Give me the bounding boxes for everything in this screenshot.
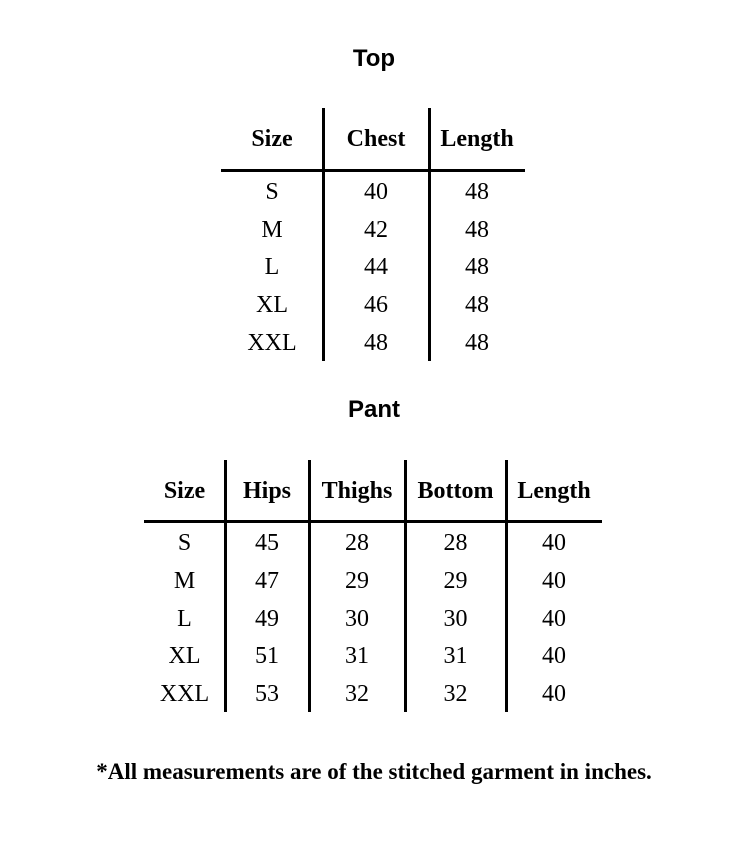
table-cell: 28 <box>345 530 369 556</box>
table-cell: 48 <box>465 217 489 243</box>
table-cell: 45 <box>255 530 279 556</box>
table-cell: 31 <box>345 643 369 669</box>
table-cell: M <box>261 217 283 243</box>
header-divider <box>144 520 602 523</box>
table-cell: 40 <box>542 643 566 669</box>
table-cell: 49 <box>255 606 279 632</box>
table-cell: XL <box>256 292 288 318</box>
pant-table-title: Pant <box>347 396 400 423</box>
column-header: Length <box>440 126 514 152</box>
table-cell: S <box>265 179 279 205</box>
table-cell: 32 <box>443 681 468 707</box>
table-cell: 30 <box>443 606 468 632</box>
column-header: Chest <box>346 126 406 152</box>
column-header: Length <box>517 478 591 504</box>
column-header: Bottom <box>417 478 494 504</box>
table-cell: 48 <box>465 292 489 318</box>
table-cell: 53 <box>255 681 279 707</box>
table-cell: 40 <box>542 681 566 707</box>
column-header: Hips <box>242 478 292 504</box>
table-cell: L <box>264 254 280 280</box>
table-cell: M <box>173 568 196 594</box>
column-divider <box>505 460 508 712</box>
table-cell: 40 <box>542 568 566 594</box>
table-cell: XL <box>168 643 201 669</box>
table-cell: 31 <box>443 643 468 669</box>
column-divider <box>404 460 407 712</box>
table-cell: 46 <box>364 292 388 318</box>
table-cell: 48 <box>465 330 489 356</box>
table-cell: 29 <box>443 568 468 594</box>
table-cell: L <box>177 606 192 632</box>
column-divider <box>224 460 227 712</box>
table-cell: S <box>177 530 192 556</box>
table-cell: 29 <box>345 568 369 594</box>
table-cell: 51 <box>255 643 279 669</box>
table-cell: 42 <box>364 217 388 243</box>
table-cell: 32 <box>345 681 369 707</box>
table-cell: 30 <box>345 606 369 632</box>
table-cell: 48 <box>465 179 489 205</box>
column-header: Size <box>251 126 293 152</box>
table-cell: XXL <box>247 330 297 356</box>
table-cell: 44 <box>364 254 388 280</box>
table-cell: 28 <box>443 530 468 556</box>
measurement-note: *All measurements are of the stitched garment in inches. <box>96 759 652 784</box>
column-header: Size <box>163 478 206 504</box>
column-divider <box>428 108 431 361</box>
table-cell: 40 <box>542 530 566 556</box>
column-header: Thighs <box>321 478 393 504</box>
column-divider <box>308 460 311 712</box>
header-divider <box>221 169 525 172</box>
table-cell: 48 <box>364 330 388 356</box>
column-divider <box>322 108 325 361</box>
table-cell: 40 <box>542 606 566 632</box>
table-cell: 40 <box>364 179 388 205</box>
table-cell: 48 <box>465 254 489 280</box>
table-cell: XXL <box>159 681 210 707</box>
table-cell: 47 <box>255 568 279 594</box>
top-table-title: Top <box>352 45 396 72</box>
